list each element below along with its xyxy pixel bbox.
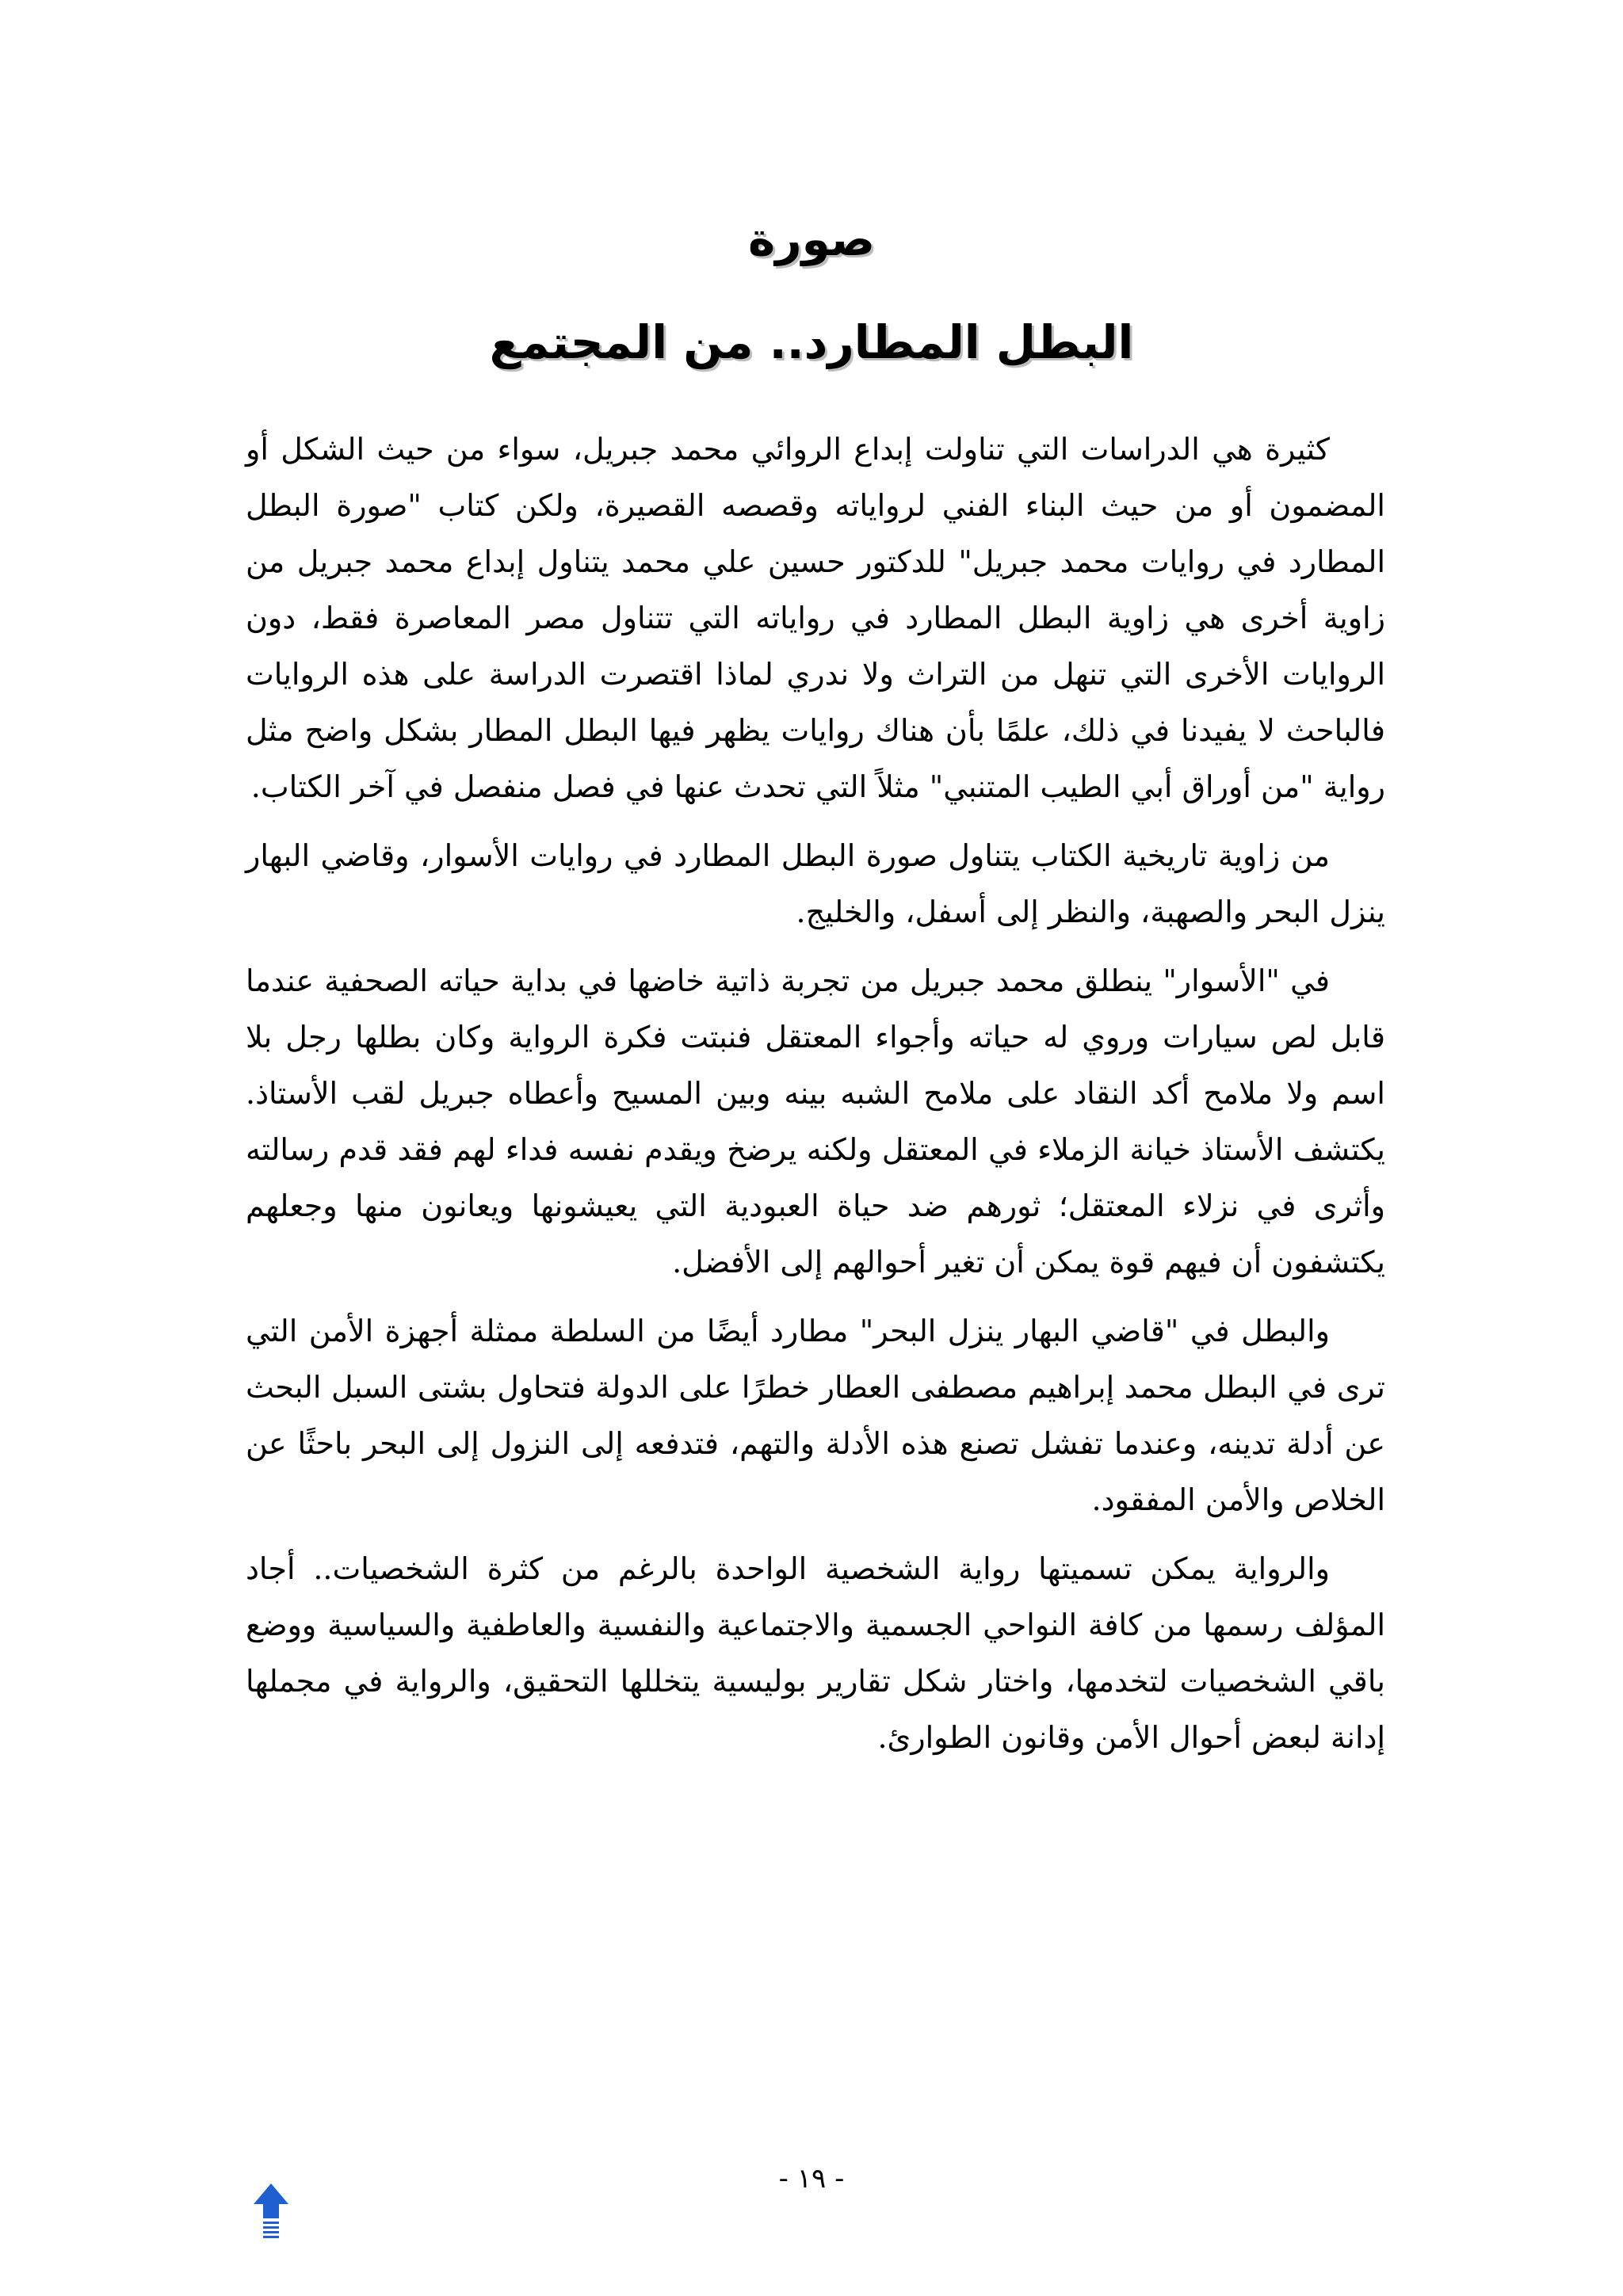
chapter-title: صورة <box>747 212 876 266</box>
paragraph-3: في "الأسوار" ينطلق محمد جبريل من تجربة ذاتية خاضها في بداية حياته الصحفية عندما قابل لص سيارات وروي له حياته وأجواء المعتقل فنبتت فكرة الرواية وكان بطلها رجل بلا اسم ولا ملامح أكد النقاد على ملامح الشبه بينه وبين المسيح وأعطاه جبريل لقب الأستاذ. يكتشف الأستاذ خيانة الزملاء في المعتقل ولكنه يرضخ ويقدم نفسه فداء لهم فقد قدم رسالته وأثرى في نزلاء المعتقل؛ ثورهم ضد حياة العبودية التي يعيشونها ويعانون منها وجعلهم يكتشفون أن فيهم قوة يمكن أن تغير أحوالهم إلى الأفضل. <box>246 963 1385 1280</box>
paragraph-1: كثيرة هي الدراسات التي تناولت إبداع الروائي محمد جبريل، سواء من حيث الشكل أو المضمون أو من حيث البناء الفني لرواياته وقصصه القصيرة، ولكن كتاب "صورة البطل المطارد في روايات محمد جبريل" للدكتور حسين علي محمد يتناول إبداع محمد جبريل من زاوية أخرى هي زاوية البطل المطارد في رواياته التي تتناول مصر المعاصرة فقط، دون الروايات الأخرى التي تنهل من التراث ولا ندري لماذا اقتصرت الدراسة على هذه الروايات فالباحث لا يفيدنا في ذلك، علمًا بأن هناك روايات يظهر فيها البطل المطار بشكل واضح مثل رواية "من أوراق أبي الطيب المتنبي" مثلاً التي تحدث عنها في فصل منفصل في آخر الكتاب. <box>246 432 1385 804</box>
paragraph-5: والرواية يمكن تسميتها رواية الشخصية الواحدة بالرغم من كثرة الشخصيات.. أجاد المؤلف رسمها من كافة النواحي الجسمية والاجتماعية والنفسية والعاطفية والسياسية ووضع باقي الشخصيات لتخدمها، واختار شكل تقارير بوليسية يتخللها التحقيق، والرواية في مجملها إدانة لبعض أحوال الأمن وقانون الطوارئ. <box>246 1551 1385 1755</box>
paragraph-4: والبطل في "قاضي البهار ينزل البحر" مطارد أيضًا من السلطة ممثلة أجهزة الأمن التي ترى في البطل محمد إبراهيم مصطفى العطار خطرًا على الدولة فتحاول بشتى السبل البحث عن أدلة تدينه، وعندما تفشل تصنع هذه الأدلة والتهم، فتدفعه إلى النزول إلى البحر باحثًا عن الخلاص والأمن المفقود. <box>246 1314 1385 1517</box>
up-arrow-icon[interactable] <box>252 2182 290 2241</box>
paragraph-2: من زاوية تاريخية الكتاب يتناول صورة البطل المطارد في روايات الأسوار، وقاضي البهار ينزل البحر والصهبة، والنظر إلى أسفل، والخليج. <box>246 838 1385 929</box>
page-number: - ١٩ - <box>778 2163 845 2195</box>
chapter-subtitle: البطل المطارد.. من المجتمع <box>489 315 1134 369</box>
article-body <box>246 421 1385 1779</box>
